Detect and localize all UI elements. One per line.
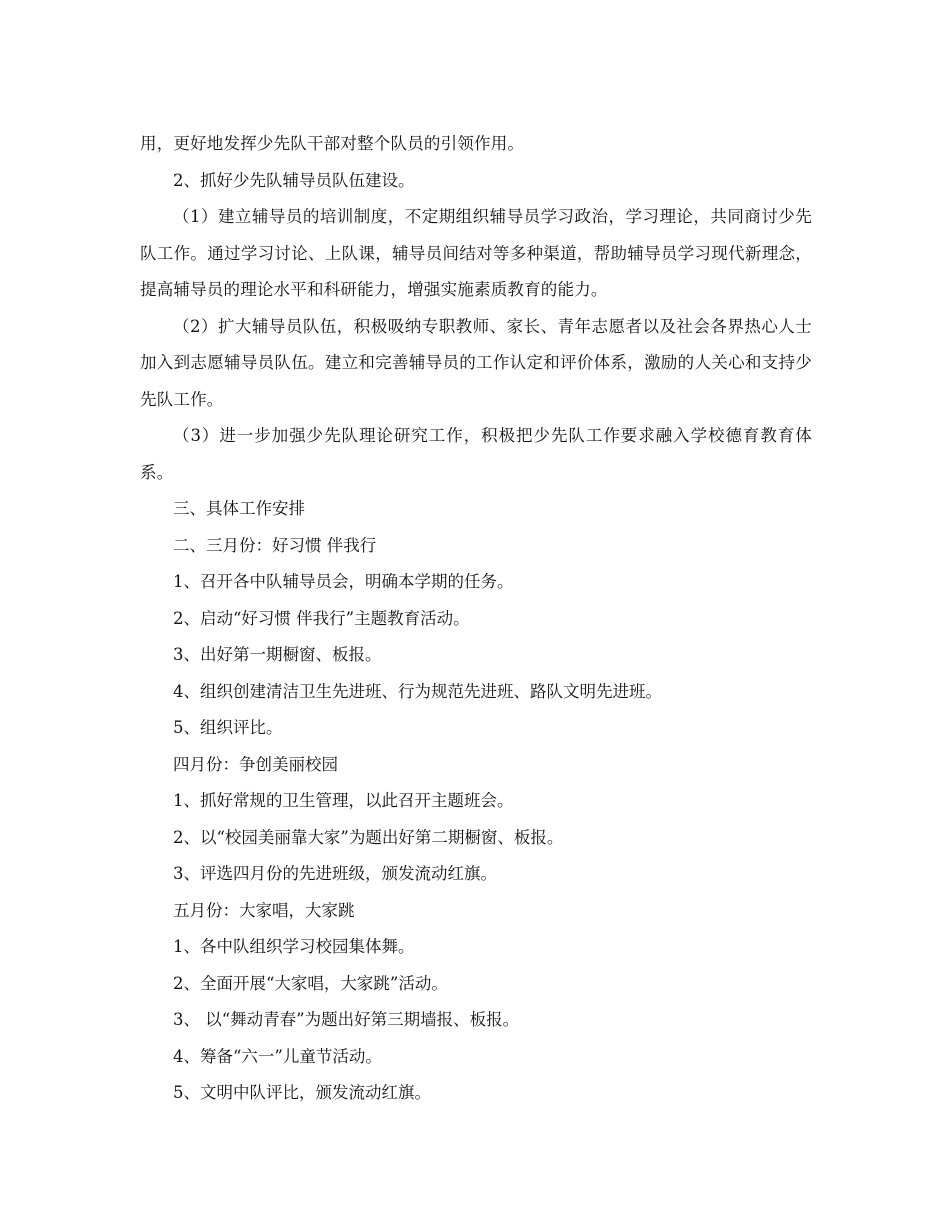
list-item: 5、文明中队评比，颁发流动红旗。 bbox=[173, 1083, 431, 1102]
month-heading-feb-mar: 二、三月份：好习惯 伴我行 bbox=[173, 535, 377, 555]
list-item: 4、组织创建清洁卫生先进班、行为规范先进班、路队文明先进班。 bbox=[173, 681, 662, 701]
list-item: 3、 以“舞动青春”为题出好第三期墙报、板报。 bbox=[173, 1010, 520, 1029]
list-item: 1、抓好常规的卫生管理，以此召开主题班会。 bbox=[173, 791, 514, 810]
section-heading-3: 三、具体工作安排 bbox=[173, 499, 305, 518]
list-item: 4、筹备“六一”儿童节活动。 bbox=[173, 1046, 382, 1066]
month-heading-may: 五月份：大家唱，大家跳 bbox=[173, 900, 355, 920]
list-item: 3、评选四月份的先进班级，颁发流动红旗。 bbox=[173, 864, 497, 883]
month-heading-apr: 四月份：争创美丽校园 bbox=[173, 754, 338, 774]
paragraph-item-1: （1）建立辅导员的培训制度，不定期组织辅导员学习政治，学习理论，共同商讨少先队工作。通过学习讨论、上队课，辅导员间结对等多种渠道，帮助辅导员学习现代新理念，提高辅导员的理论水平和科研能力，增强实施素质教育的能力。 bbox=[140, 207, 812, 299]
list-item: 3、出好第一期橱窗、板报。 bbox=[173, 645, 382, 664]
list-item: 2、启动“好习惯 伴我行”主题教育活动。 bbox=[173, 608, 470, 628]
paragraph-item-2: （2）扩大辅导员队伍，积极吸纳专职教师、家长、青年志愿者以及社会各界热心人士加入到志愿辅导员队伍。建立和完善辅导员的工作认定和评价体系，激励的人关心和支持少先队工作。 bbox=[140, 316, 812, 409]
list-item: 1、召开各中队辅导员会，明确本学期的任务。 bbox=[173, 572, 514, 591]
list-item: 2、以“校园美丽靠大家”为题出好第二期橱窗、板报。 bbox=[173, 827, 564, 847]
document-body bbox=[140, 126, 812, 1112]
paragraph-item-3: （3）进一步加强少先队理论研究工作，积极把少先队工作要求融入学校德育教育体系。 bbox=[140, 426, 812, 482]
section-item-2: 2、抓好少先队辅导员队伍建设。 bbox=[173, 170, 415, 190]
list-item: 1、各中队组织学习校园集体舞。 bbox=[173, 937, 415, 956]
list-item: 5、组织评比。 bbox=[173, 718, 283, 737]
paragraph-continuation: 用，更好地发挥少先队干部对整个队员的引领作用。 bbox=[140, 134, 525, 153]
list-item: 2、全面开展“大家唱，大家跳”活动。 bbox=[173, 973, 448, 993]
